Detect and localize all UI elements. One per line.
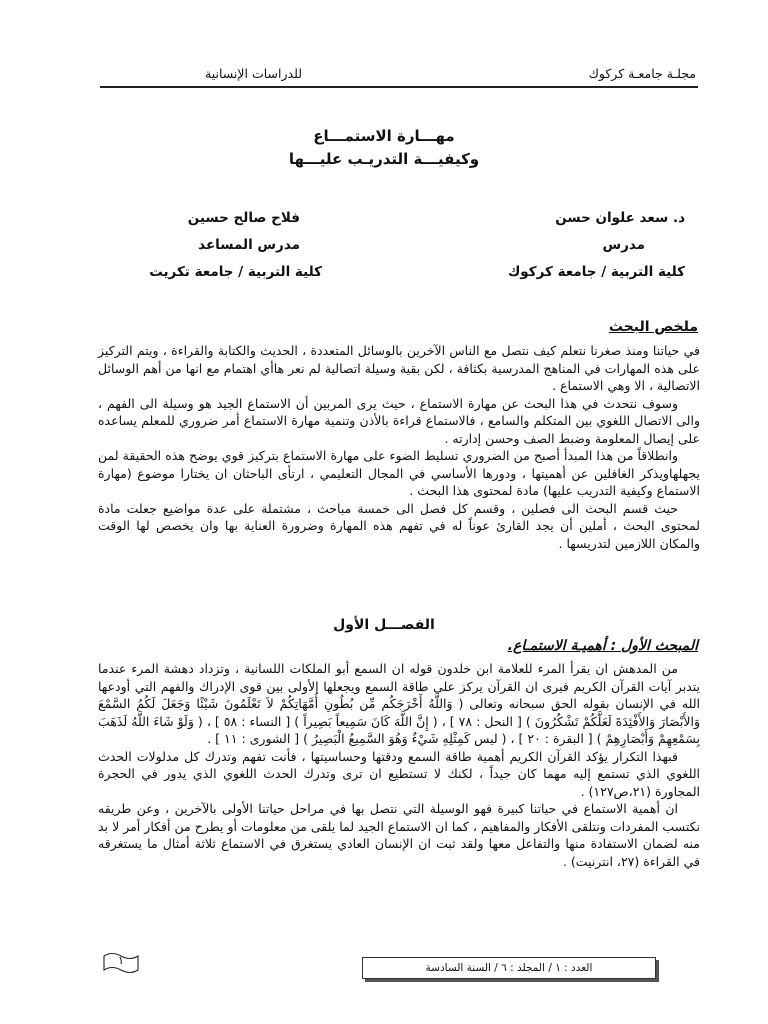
journal-name: مجلـة جامعـة كركوك bbox=[588, 66, 696, 81]
author-1-rank: مدرس bbox=[602, 237, 645, 253]
journal-series: للدراسات الإنسانية bbox=[205, 66, 303, 81]
abstract-heading: ملخص البحث bbox=[608, 319, 698, 335]
chapter-title: الفصـــل الأول bbox=[333, 617, 435, 633]
chapter-paragraph: ان أهمية الاستماع في حياتنا كبيرة فهو الوسيلة التي نتصل بها في مراحل حياتنا الأولى بالآخرين ، وعن طريقه نكتسب المفردات ونتلقى الأفكار والمفاهيم ، كما ان الاستماع الجيد لما يلقى من معلومات أو يطرح من أفكار أمر لا بد منه لضمان الاستفادة منها والتفاعل معها ولقد ثبت ان الإنسان العادي يستغرق في الاستماع ثلاثة أمثال ما يستغرقه في القراءة (٢٧، انترنيت) . bbox=[98, 801, 700, 869]
abstract-body bbox=[98, 342, 700, 552]
issue-info-box: العدد : ١ / المجلد : ٦ / السنة السادسة bbox=[362, 957, 656, 979]
author-2 bbox=[149, 205, 322, 286]
abstract-paragraph: في حياتنا ومنذ صغرنا نتعلم كيف نتصل مع الناس الآخرين بالوسائل المتعددة ، الحديث والكتابة والقراءة ، ويتم التركيز على هذه المهارات في المناهج المدرسية بكثافة ، لكن بقية وسيلة اتصالية لم نعر هاأي اهتمام مع انها من أهم الوسائل الاتصالية ، الا وهي الاستماع . bbox=[98, 343, 700, 393]
author-2-rank: مدرس المساعد bbox=[198, 237, 300, 253]
author-1 bbox=[508, 205, 685, 286]
header-rule bbox=[100, 86, 698, 88]
author-2-name: فلاح صالح حسين bbox=[187, 210, 300, 226]
author-1-name: د. سعد علوان حسن bbox=[555, 210, 685, 226]
author-2-affiliation: كلية التربية / جامعة تكريت bbox=[149, 264, 322, 280]
page-number-scroll bbox=[100, 950, 142, 976]
paper-title: مهـــارة الاستمـــاع bbox=[313, 127, 455, 145]
author-1-affiliation: كلية التربية / جامعة كركوك bbox=[507, 264, 685, 280]
chapter-paragraph: من المدهش ان يقرأ المرء للعلامة ابن خلدون قوله ان السمع أبو الملكات اللسانية ، وتزداد دهشة المرء عندما يتدبر آيات القرآن الكريم فيرى ان القرآن يركز على طاقة السمع ويجعلها الأولى بين قوى الإدراك والفهم التي أودعها الله في الإنسان بقوله الحق سبحانه وتعالى ( وَاللَّهُ أَخْرَجَكُم مِّن بُطُونِ أُمَّهَاتِكُمْ لاَ تَعْلَمُونَ شَيْئًا وَجَعَلَ لَكُمُ السَّمْعَ وَالأَبْصَارَ وَالأَفْئِدَةَ لَعَلَّكُمْ تَشْكُرُونَ ) [ النحل : ٧٨ ] ، ( إِنَّ اللَّهَ كَانَ سَمِيعاً بَصِيراً ) [ النساء : ٥٨ ] ، ( وَلَوْ شَاءَ اللَّهُ لَذَهَبَ بِسَمْعِهِمْ وَأَبْصَارِهِمْ ) [ البقرة : ٢٠ ] ، ( ليس كَمِثْلِهِ شَيْءٌ وَهُوَ السَّمِيعُ الْبَصِيرُ ) [ الشورى : ١١ ] . bbox=[98, 661, 700, 746]
chapter-body bbox=[98, 660, 700, 870]
abstract-paragraph: وسوف نتحدث في هذا البحث عن مهارة الاستماع ، حيث يرى المربين أن الاستماع الجيد هو وسيلة الى الفهم ، والى الاتصال اللغوي بين المتكلم والسامع ، فالاستماع قراءة بالأذن وتنمية مهارة الاستماع أمر ضروري للمعلم يساعده على إيصال المعلومة وضبط الصف وحسن إدارته . bbox=[98, 395, 700, 446]
section-heading: المبحث الأول : أهميـة الاستمـاع. bbox=[507, 638, 698, 654]
paper-subtitle: وكيفيـــة التدريـب عليـــها bbox=[288, 150, 480, 168]
page-number: ١ bbox=[118, 954, 124, 967]
abstract-paragraph: وانطلاقاً من هذا المبدأ أصبح من الضروري تسليط الضوء على مهارة الاستماع بتركيز قوي يوضح هذه الحقيقة لمن يجهلهاويذكر الغافلين عن أهميتها ، ودورها الأساسي في المجال التعليمي ، ارتأى الباحثان ان يختارا موضوع (مهارة الاستماع وكيفية التدريب عليها) مادة لمحتوى هذا البحث . bbox=[98, 448, 700, 498]
abstract-paragraph: حيث قسم البحث الى فصلين ، وقسم كل فصل الى خمسة مباحث ، مشتملة على عدة مواضيع جعلت مادة لمحتوى البحث ، أملين أن يجد القارئ عوناً له في تفهم هذه المهارة وضرورة العناية بها وان يخصص لها الوقت والمكان اللازمين لتدريسها . bbox=[98, 500, 700, 551]
chapter-paragraph: فبهذا التكرار يؤكد القرآن الكريم أهمية طاقة السمع ودقتها وحساسيتها ، فأنت تفهم وتدرك كل مدلولات الحدث اللغوي الذي تستمع إليه مهما كان جيداً ، لكنك لا تستطيع ان ترى وتدرك الحدث اللغوي الذي يدور في الحجرة المجاورة (٢١،ص١٢٧) . bbox=[98, 748, 700, 799]
